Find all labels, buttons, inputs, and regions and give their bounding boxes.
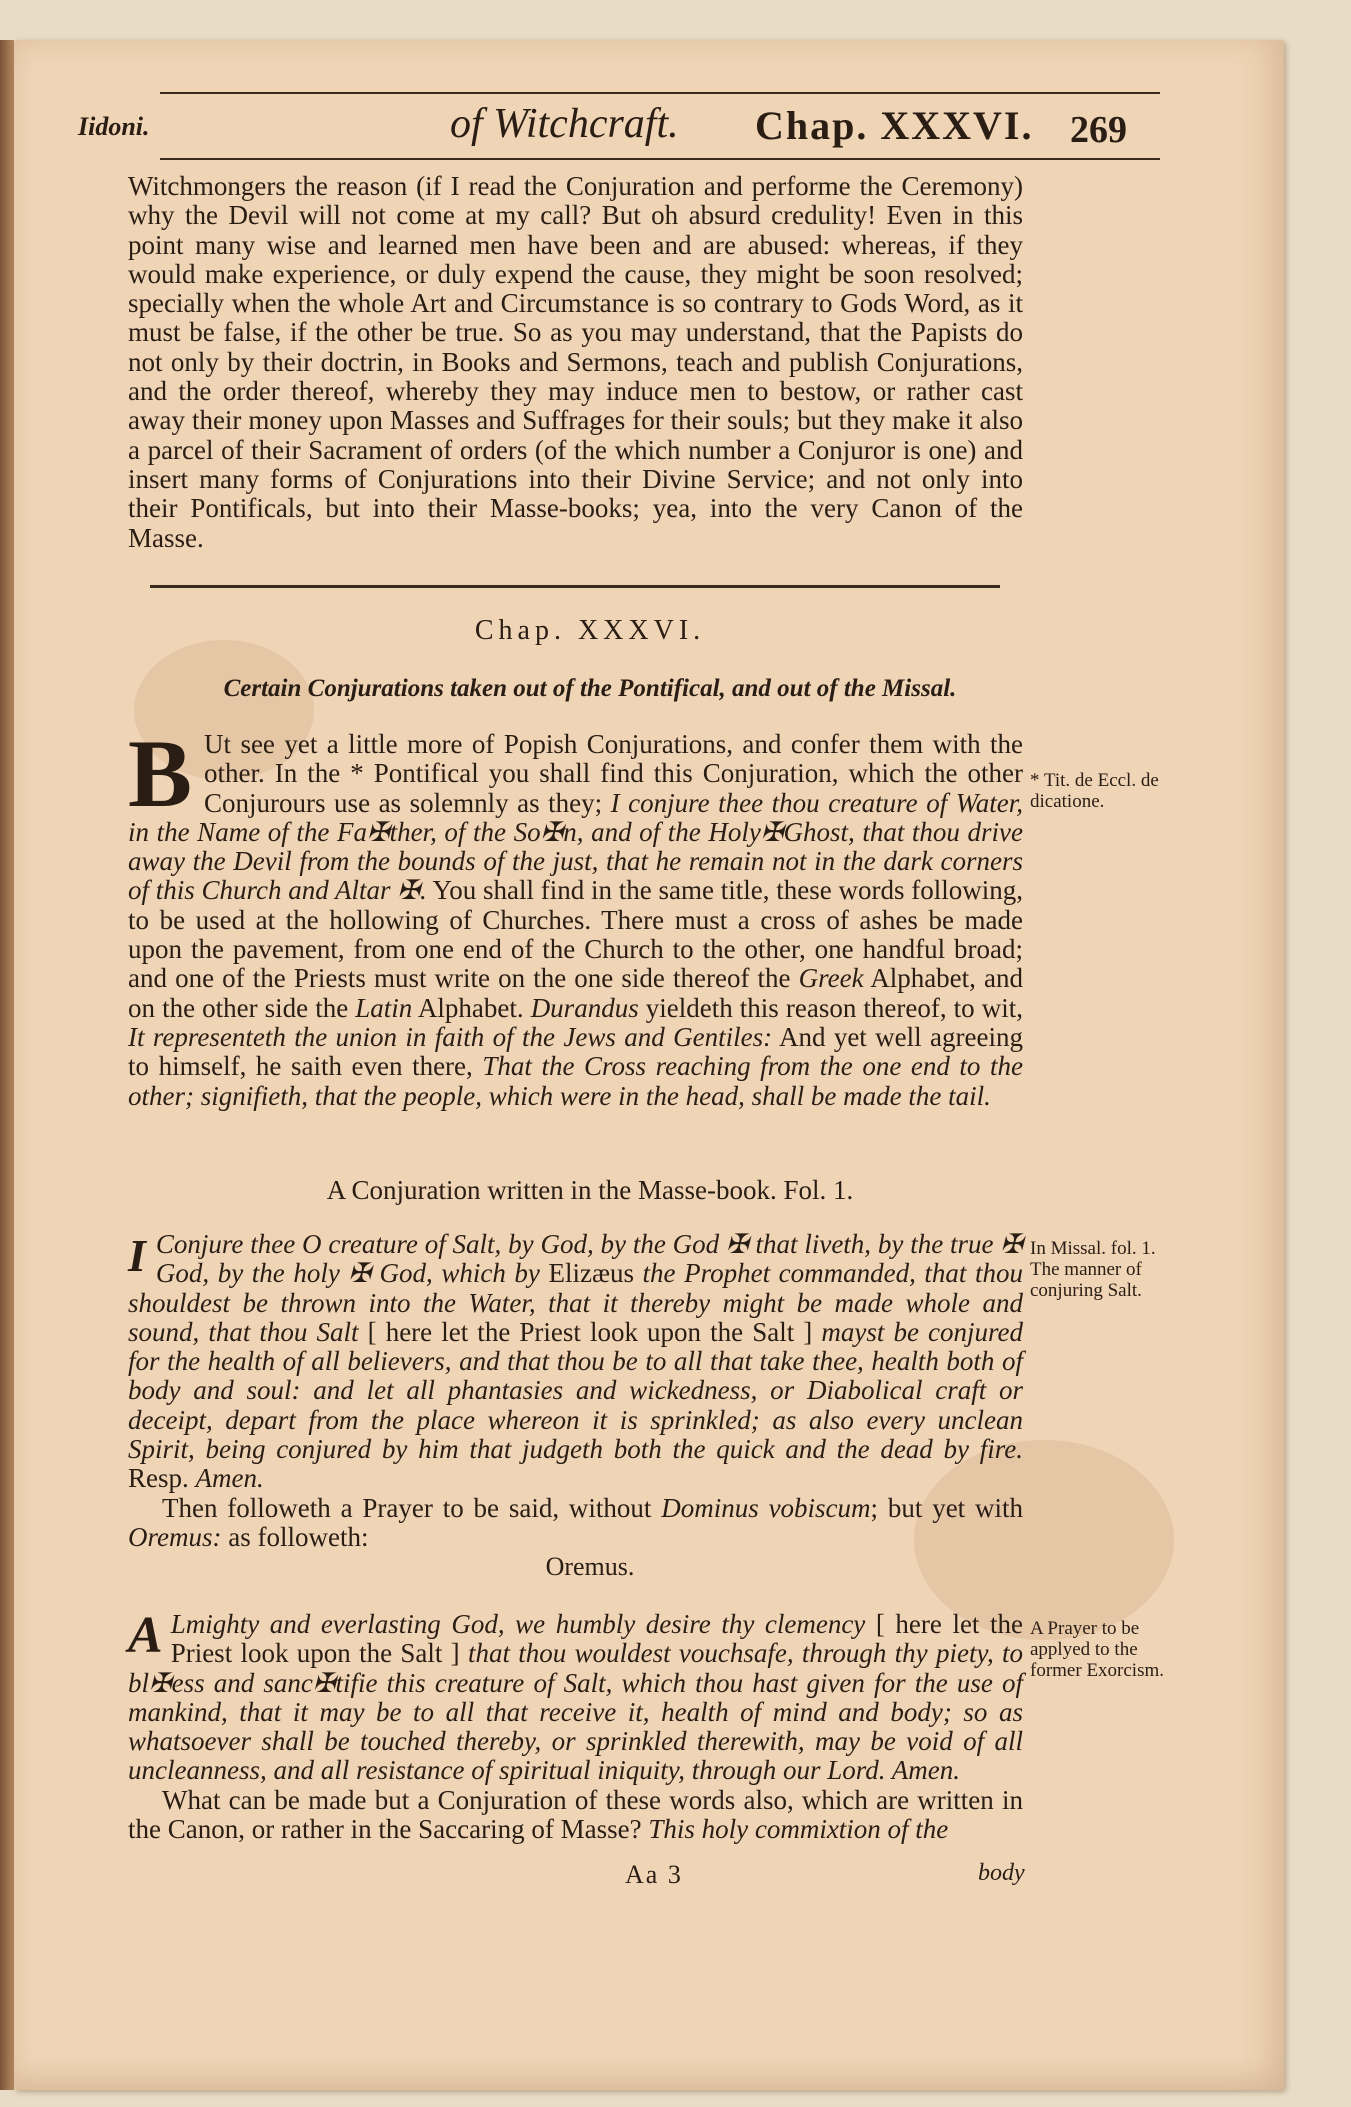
conjuration-text: Conjure thee O creature of Salt, by God, by the God ✠ that liveth, by the true ✠ God, by the holy ✠ God, which by: [155, 1229, 1023, 1289]
quote-union: It representeth the union in faith of the Jews and Gentiles:: [128, 1021, 773, 1052]
quote-cross: That the Cross reaching from the one end to the other; signifieth, that the people, which were in the head, shall be made the tail.: [128, 1051, 1023, 1111]
opening-paragraph: [128, 172, 1023, 553]
closing-line: [128, 1786, 1023, 1845]
oremus-inline: Oremus:: [128, 1521, 222, 1552]
margin-note-missal: [1030, 1238, 1180, 1301]
conjuration-text: mayst be conjured for the health of all believers, and that thou be to all that take thee, health both of body and soul: and let all phantasies and wickedness, or Diabolical craft or deceipt, depart from the place whereon it is sprinkled; as also every unclean Spirit, being conjured by him that judgeth both the quick and the dead by fire.: [128, 1316, 1024, 1465]
running-head-left: Iidoni.: [78, 112, 150, 141]
running-chapter: Chap. XXXVI.: [755, 103, 1034, 148]
conjuration-heading: A Conjuration written in the Masse-book. Fol. 1.: [326, 1175, 854, 1205]
initial-letter: A: [128, 1607, 163, 1664]
page-number: 269: [1070, 109, 1127, 151]
margin-note-prayer: A Prayer to be applyed to the former Exorcism.: [1030, 1618, 1165, 1681]
chapter-paragraph: [128, 720, 1024, 1111]
para-text: You shall find in the same title, these words following, to be used at the hollowing of Churches. There must a cross of ashes be made upon the pavement, from one end of the Church to the other, one handful broad; and one of the Priests must write on the one side thereof the: [128, 875, 1023, 994]
header-rule-bottom: [160, 158, 1160, 160]
book-spine-edge: [0, 40, 14, 2090]
initial-letter: I: [128, 1230, 146, 1281]
quote-water: I conjure thee thou creature of Water, in the Name of the Fa✠ther, of the So✠n, and of the Holy✠Ghost, that thou drive away the Devil from the bounds of the just, that he remain not in the dark corners of this Church and Altar ✠.: [128, 787, 1023, 906]
response-label: Resp.: [128, 1463, 196, 1494]
latin-word: Latin: [355, 992, 413, 1023]
rubric: [ here let the Priest look upon the Salt ]: [170, 1609, 1023, 1669]
oremus-heading: Oremus.: [545, 1552, 635, 1581]
margin-note-dedication: * Tit. de Eccl. de dicatione.: [1030, 770, 1159, 812]
drop-cap: B: [128, 720, 193, 827]
followeth-line: [128, 1494, 1023, 1553]
opening-paragraph-text: Witchmongers the reason (if I read the Conjuration and performe the Ceremony) why the Devil will not come at my call? But oh absurd credulity! Even in this point many wise and learned men have been and are abused: whereas, if they would make experience, or duly expend the cause, they might be soon resolved; specially when the whole Art and Circumstance is so contrary to Gods Word, as it must be false, if the other be true. So as you may understand, that the Papists do not only by their doctrin, in Books and Sermons, teach and publish Conjurations, and the order thereof, whereby they may induce men to bestow, or rather cast away their money upon Masses and Suffrages for their souls; but they make it also a parcel of their Sacrament of orders (of the which number a Conjuror is one) and insert many forms of Conjurations into their Divine Service; and not only into their Pontificals, but into their Masse-books; yea, into the very Canon of the Masse.: [128, 171, 1023, 553]
amen: Amen.: [195, 1463, 264, 1494]
prayer-text: Lmighty and everlasting God, we humbly desire thy clemency: [170, 1609, 866, 1639]
followeth-text: as followeth:: [221, 1521, 369, 1552]
greek-word: Greek: [798, 963, 864, 994]
durandus-name: Durandus: [530, 992, 639, 1023]
signature-mark: Aa 3: [625, 1860, 683, 1889]
header-rule-top: [160, 92, 1160, 94]
elizaeus-name: Elizæus: [548, 1258, 634, 1289]
chapter-heading: Chap. XXXVI.: [474, 615, 706, 646]
closing-italic: This holy commixtion of the: [648, 1814, 949, 1845]
chapter-subtitle: Certain Conjurations taken out of the Pontifical, and out of the Missal.: [223, 675, 957, 702]
followeth-text: Then followeth a Prayer to be said, without: [162, 1492, 662, 1523]
para-text: yieldeth this reason thereof, to wit,: [638, 992, 1024, 1023]
para-text: And yet well agreeing to himself, he saith even there,: [128, 1021, 1023, 1082]
section-divider: [150, 585, 1000, 588]
dominus-vobiscum: Dominus vobiscum: [661, 1492, 871, 1523]
followeth-text: ; but yet with: [870, 1492, 1024, 1523]
conjuration-text: the Prophet commanded, that thou shouldest be thrown into the Water, that it thereby might be made whole and sound, that thou Salt: [128, 1258, 1023, 1347]
para-text: Ut see yet a little more of Popish Conjurations, and confer them with the other. In the * Pontifical you shall find this Conjuration, which the other Conjurours use as solemnly as they;: [204, 729, 1023, 818]
prayer-text: that thou wouldest vouchsafe, through thy piety, to bl✠ess and sanc✠tifie this creature of Salt, which thou hast given for the use of mankind, that it may be to all that receive it, health of mind and body; so as whatsoever shall be touched thereby, or sprinkled therewith, may be void of all uncleanness, and all resistance of spiritual iniquity, through our Lord. Amen.: [128, 1638, 1023, 1786]
catchword: body: [978, 1860, 1025, 1886]
margin-note-missal-ref: In Missal. fol. 1.: [1030, 1238, 1156, 1259]
prayer-paragraph: [128, 1607, 1023, 1845]
para-text: Alphabet, and on the other side the: [128, 963, 1024, 1023]
closing-text: What can be made but a Conjuration of these words also, which are written in the Canon, or rather in the Saccaring of Masse?: [128, 1784, 1023, 1845]
rubric: [ here let the Priest look upon the Salt ]: [358, 1316, 822, 1347]
conjuration-paragraph: [128, 1230, 1023, 1552]
margin-note-salt: The manner of conjuring Salt.: [1030, 1259, 1142, 1301]
para-text: Alphabet.: [412, 992, 531, 1023]
running-title: of Witchcraft.: [450, 101, 679, 147]
